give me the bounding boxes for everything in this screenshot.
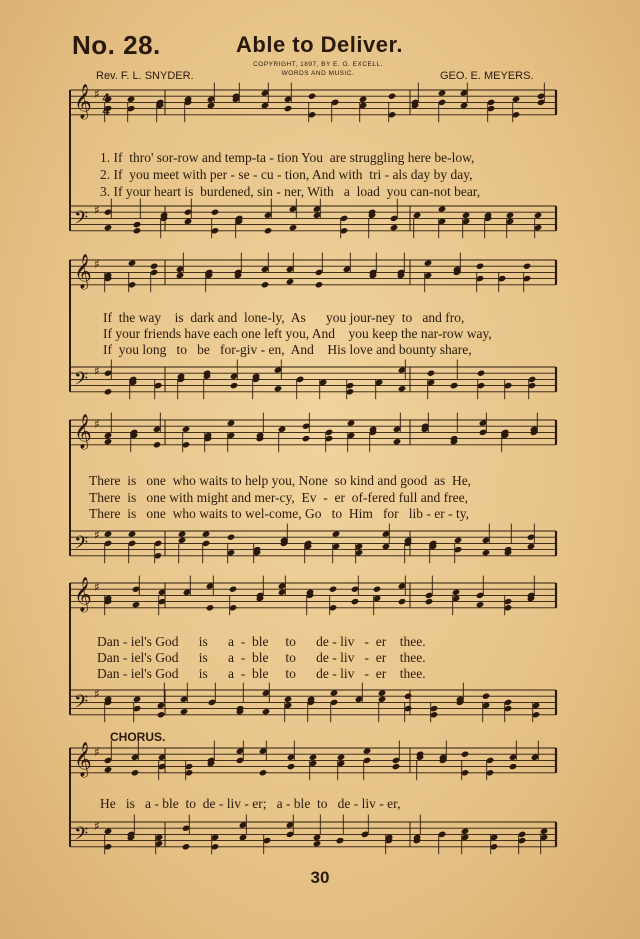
note-head [527, 543, 536, 550]
lyric-line: Dan - iel's God is a - ble to de - liv - er thee. [97, 650, 426, 665]
note-head [351, 598, 360, 605]
note-head [262, 708, 271, 715]
note-head [153, 441, 162, 448]
note-head [178, 530, 187, 537]
note-head [313, 840, 322, 847]
words-music-line: WORDS AND MUSIC. [281, 70, 355, 77]
chorus-label: CHORUS. [110, 730, 166, 744]
note-head [482, 693, 491, 700]
note-head [477, 370, 486, 377]
time-signature: 4 [102, 91, 111, 106]
note-head [230, 382, 239, 389]
note-head [347, 419, 356, 426]
note-head [286, 278, 295, 285]
key-signature-sharp: ♯ [94, 203, 100, 218]
note-head [332, 530, 341, 537]
treble-clef: 𝄞 [74, 414, 92, 450]
note-head [227, 534, 236, 541]
note-head [104, 438, 113, 445]
note-head [104, 224, 113, 231]
note-head [133, 221, 142, 228]
note-head [211, 209, 220, 216]
note-head [259, 769, 268, 776]
lyric-line: If you long to be for-giv - en, And His love and bounty share, [103, 342, 472, 357]
note-head [337, 754, 346, 761]
lyric-line: Dan - iel's God is a - ble to de - liv - er thee. [97, 634, 426, 649]
note-head [284, 105, 293, 112]
note-head [482, 549, 491, 556]
note-head [540, 828, 549, 835]
note-head [157, 711, 166, 718]
note-head [382, 543, 391, 550]
key-signature-sharp: ♯ [94, 364, 100, 379]
bass-clef: 𝄢 [74, 208, 89, 234]
note-head [274, 385, 283, 392]
lyric-line: There is one who waits to help you, None so kind and good as He, [89, 473, 472, 488]
treble-clef: 𝄞 [74, 84, 92, 120]
key-signature-sharp: ♯ [94, 417, 100, 432]
note-head [182, 843, 191, 850]
note-head [180, 708, 189, 715]
note-head [308, 93, 317, 100]
note-head [378, 696, 387, 703]
note-head [390, 224, 399, 231]
note-head [206, 604, 215, 611]
note-head [128, 259, 137, 266]
page-number: 30 [310, 868, 330, 887]
note-head [229, 586, 238, 593]
note-head [182, 426, 191, 433]
note-head [289, 224, 298, 231]
lyric-line: Dan - iel's God is a - ble to de - liv - er thee. [97, 666, 426, 681]
note-head [438, 205, 447, 212]
hymn-title: Able to Deliver. [236, 32, 403, 57]
note-head [287, 763, 296, 770]
note-head [512, 96, 521, 103]
note-head [261, 281, 270, 288]
time-signature: 4 [102, 103, 111, 118]
note-head [127, 96, 136, 103]
note-head [450, 382, 459, 389]
note-head [315, 281, 324, 288]
note-head [452, 589, 461, 596]
note-head [132, 601, 141, 608]
key-signature-sharp: ♯ [94, 257, 100, 272]
note-head [336, 837, 345, 844]
bass-clef: 𝄢 [74, 824, 89, 850]
note-head [176, 272, 185, 279]
note-head [398, 598, 407, 605]
note-head [313, 834, 322, 841]
note-head [284, 696, 293, 703]
key-signature-sharp: ♯ [94, 687, 100, 702]
key-signature-sharp: ♯ [94, 528, 100, 543]
note-head [404, 693, 413, 700]
note-head [302, 435, 311, 442]
note-head [425, 598, 434, 605]
note-head [128, 530, 137, 537]
note-head [460, 102, 469, 109]
note-head [264, 227, 273, 234]
note-head [104, 828, 113, 835]
treble-clef: 𝄞 [74, 254, 92, 290]
lyric-line: If your friends have each one left you, And you keep the nar-row way, [103, 326, 492, 341]
key-signature-sharp: ♯ [94, 87, 100, 102]
lyric-line: If the way is dark and lone-ly, As you jour-ney to and fro, [103, 310, 465, 325]
note-head [202, 530, 211, 537]
note-head [157, 702, 166, 709]
note-head [329, 586, 338, 593]
note-head [413, 212, 422, 219]
note-head [373, 586, 382, 593]
note-head [184, 218, 193, 225]
note-head [388, 93, 397, 100]
lyric-line: There is one who waits to wel-come, Go to Him for lib - er - ty, [89, 506, 470, 521]
note-head [133, 696, 142, 703]
note-head [150, 263, 159, 270]
note-head [207, 102, 216, 109]
note-head [104, 388, 113, 395]
note-head [398, 385, 407, 392]
key-signature-sharp: ♯ [94, 819, 100, 834]
note-head [509, 763, 518, 770]
note-head [427, 370, 436, 377]
note-head [534, 212, 543, 219]
treble-clef: 𝄞 [74, 742, 92, 778]
note-head [359, 96, 368, 103]
bass-clef: 𝄢 [74, 533, 89, 559]
key-signature-sharp: ♯ [94, 745, 100, 760]
note-head [261, 102, 270, 109]
lyric-line: 2. If you meet with per - se - cu - tion, And with tri - als day by day, [100, 167, 473, 182]
note-head [454, 537, 463, 544]
lyricist-credit: Rev. F. L. SNYDER. [96, 70, 194, 82]
note-head [133, 227, 142, 234]
bass-clef: 𝄢 [74, 692, 89, 718]
lyric-line: 1. If thro' sor-row and temp-ta - tion You are struggling here be-low, [100, 150, 475, 165]
note-head [227, 419, 236, 426]
copyright-line: COPYRIGHT, 1897, BY E. O. EXCELL. [253, 61, 383, 68]
note-head [104, 432, 113, 439]
treble-clef: 𝄞 [74, 577, 92, 613]
note-head [378, 689, 387, 696]
note-head [461, 828, 470, 835]
note-head [461, 751, 470, 758]
note-head [239, 834, 248, 841]
note-head [393, 438, 402, 445]
note-head [523, 263, 532, 270]
note-head [462, 212, 471, 219]
note-head [438, 89, 447, 96]
note-head [309, 754, 318, 761]
lyric-line: He is a - ble to de - liv - er; a - ble to de - liv - er, [100, 796, 401, 811]
note-head [178, 537, 187, 544]
note-head [330, 689, 339, 696]
note-head [476, 601, 485, 608]
note-head [506, 212, 515, 219]
note-head [392, 763, 401, 770]
note-head [278, 426, 287, 433]
note-head [363, 747, 372, 754]
lyric-line: There is one with might and mer-cy, Ev - er of-fered full and free, [89, 490, 468, 505]
key-signature-sharp: ♯ [94, 580, 100, 595]
note-head [104, 530, 113, 537]
hymn-number: No. 28. [72, 30, 161, 60]
bass-clef: 𝄢 [74, 369, 89, 395]
note-head [476, 263, 485, 270]
note-head [424, 259, 433, 266]
note-head [104, 766, 113, 773]
composer-credit: GEO. E. MEYERS. [440, 70, 534, 82]
lyric-line: 3. If your heart is burdened, sin - ner, With a load you can-not bear, [100, 184, 481, 199]
note-head [131, 769, 140, 776]
